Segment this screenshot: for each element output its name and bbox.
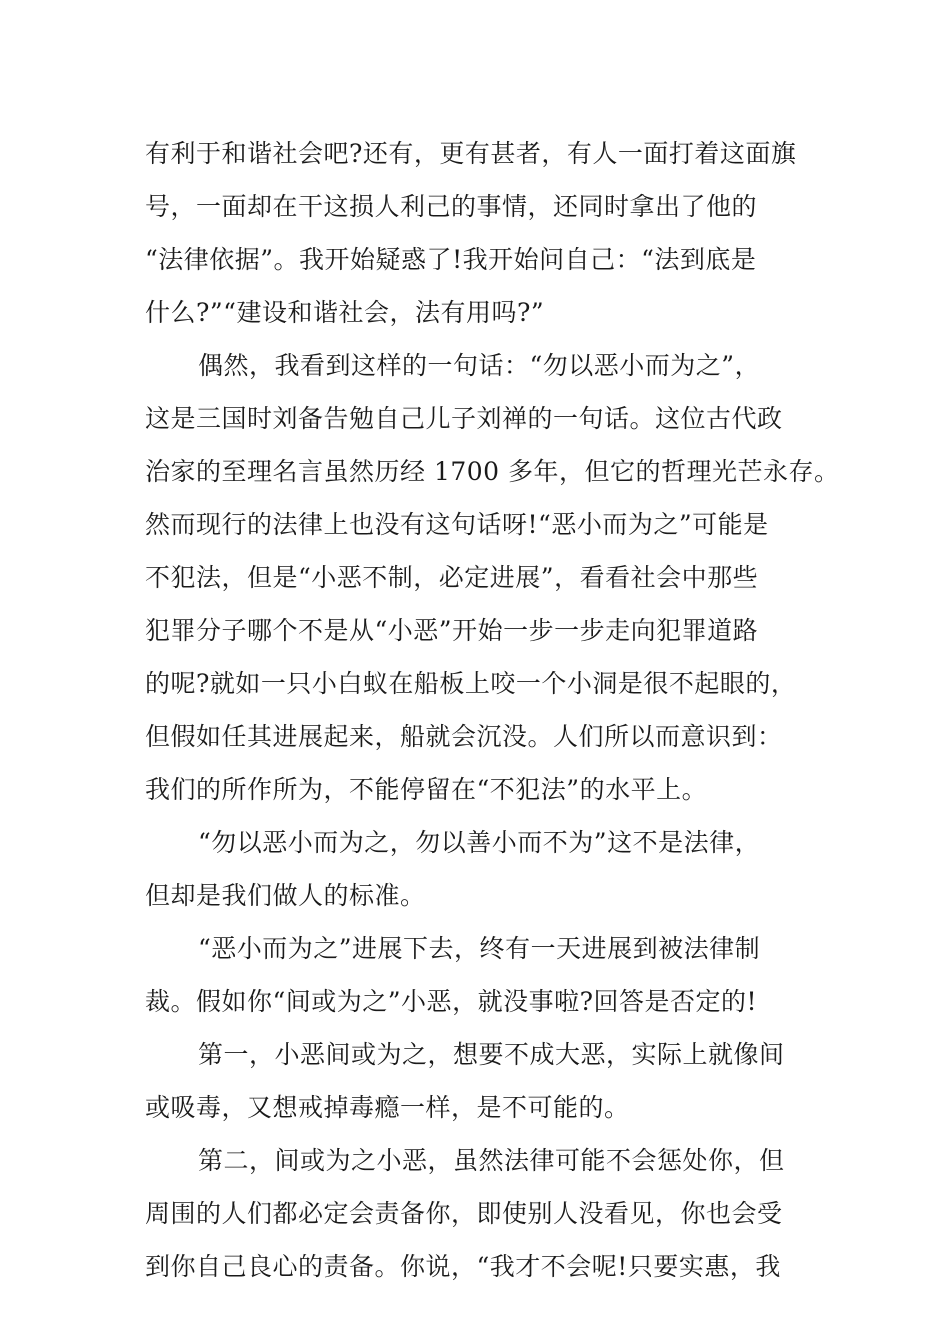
text-line: 偶然，我看到这样的一句话：“勿以恶小而为之”， bbox=[198, 351, 761, 380]
text-line: “法律依据”。我开始疑惑了!我开始问自己：“法到底是 bbox=[145, 245, 757, 274]
text-line: 但却是我们做人的标准。 bbox=[145, 881, 426, 910]
text-line: 号，一面却在干这损人利己的事情，还同时拿出了他的 bbox=[145, 192, 758, 221]
text-line: “恶小而为之”进展下去，终有一天进展到被法律制 bbox=[198, 934, 761, 963]
paragraph-6 bbox=[145, 1134, 815, 1293]
text-line: 然而现行的法律上也没有这句话呀!“恶小而为之”可能是 bbox=[145, 510, 769, 539]
text-line: 但假如任其进展起来，船就会沉没。人们所以而意识到： bbox=[145, 722, 783, 751]
paragraph-4 bbox=[145, 922, 815, 1028]
text-line: 第二，间或为之小恶，虽然法律可能不会惩处你，但 bbox=[198, 1146, 785, 1175]
text-line: 不犯法，但是“小恶不制，必定进展”，看看社会中那些 bbox=[145, 563, 759, 592]
paragraph-2 bbox=[145, 339, 840, 816]
text-line: 治家的至理名言虽然历经 1700 多年，但它的哲理光芒永存。 bbox=[145, 457, 840, 486]
text-line: 有利于和谐社会吧?还有，更有甚者，有人一面打着这面旗 bbox=[145, 139, 797, 168]
text-line: 什么?”“建设和谐社会，法有用吗?” bbox=[145, 298, 545, 327]
paragraph-3 bbox=[145, 816, 815, 922]
text-line: 的呢?就如一只小白蚁在船板上咬一个小洞是很不起眼的， bbox=[145, 669, 797, 698]
paragraph-1 bbox=[145, 127, 815, 339]
text-line: 这是三国时刘备告勉自己儿子刘禅的一句话。这位古代政 bbox=[145, 404, 783, 433]
text-line: 到你自己良心的责备。你说，“我才不会呢!只要实惠，我 bbox=[145, 1252, 781, 1281]
text-line: 第一，小恶间或为之，想要不成大恶，实际上就像间 bbox=[198, 1040, 785, 1069]
text-line: 犯罪分子哪个不是从“小恶”开始一步一步走向犯罪道路 bbox=[145, 616, 759, 645]
paragraph-5 bbox=[145, 1028, 815, 1134]
document-body bbox=[145, 127, 840, 1293]
text-line: 我们的所作所为，不能停留在“不犯法”的水平上。 bbox=[145, 775, 708, 804]
text-line: 周围的人们都必定会责备你，即使别人没看见，你也会受 bbox=[145, 1199, 783, 1228]
text-line: 或吸毒，又想戒掉毒瘾一样，是不可能的。 bbox=[145, 1093, 630, 1122]
text-line: 裁。假如你“间或为之”小恶，就没事啦?回答是否定的! bbox=[145, 987, 758, 1016]
text-line: “勿以恶小而为之，勿以善小而不为”这不是法律， bbox=[198, 828, 761, 857]
